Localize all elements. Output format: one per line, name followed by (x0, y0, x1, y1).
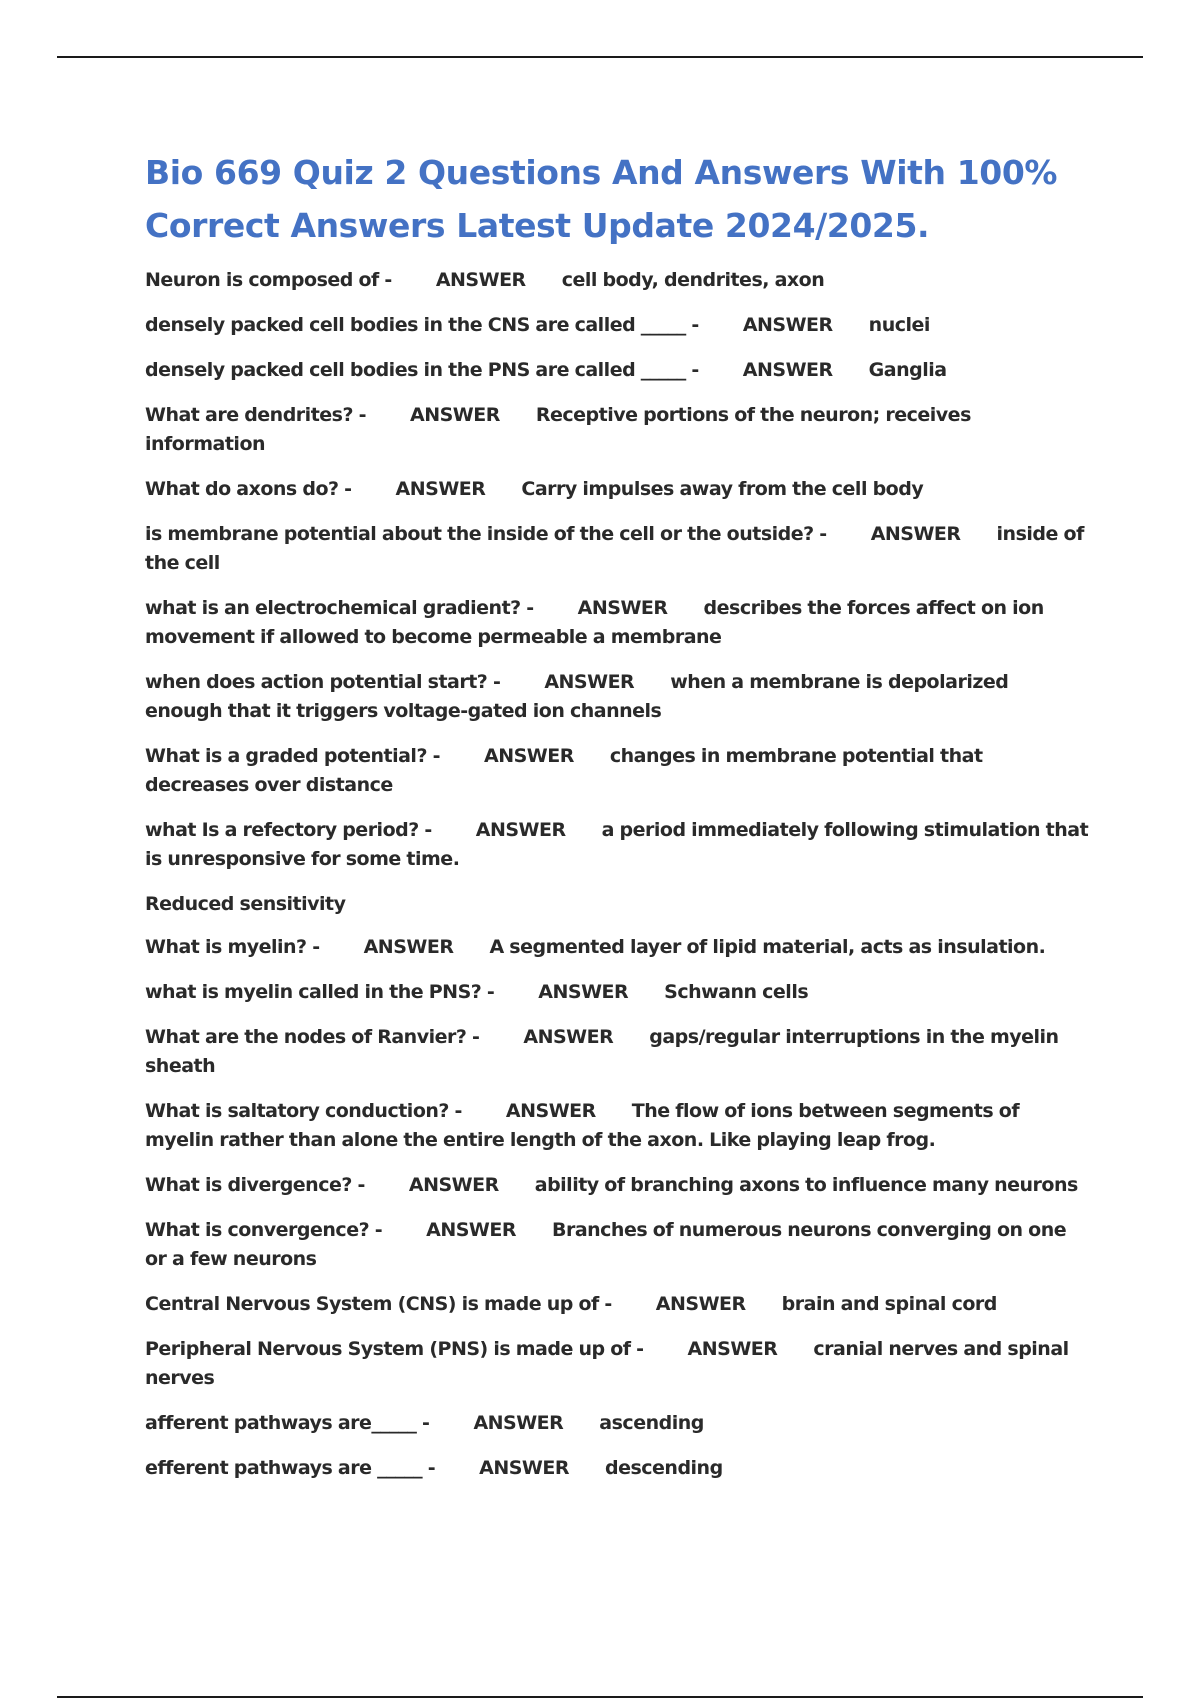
answer-label: ANSWER (577, 597, 668, 619)
answer-text: The flow of ions between segments of myelin rather than alone the entire length of the axon. Like playing leap frog. (145, 1100, 1020, 1151)
question-text: Central Nervous System (CNS) is made up of - (145, 1293, 612, 1315)
answer-text: Branches of numerous neurons converging on one or a few neurons (145, 1219, 1067, 1270)
answer-label: ANSWER (687, 1338, 778, 1360)
answer-text: Receptive portions of the neuron; receives information (145, 404, 971, 455)
question-text: What is divergence? - (145, 1174, 365, 1196)
question-text: What is saltatory conduction? - (145, 1100, 462, 1122)
answer-label: ANSWER (408, 1174, 499, 1196)
question-text: What is convergence? - (145, 1219, 383, 1241)
qa-item (145, 978, 1090, 1007)
qa-item (145, 1335, 1090, 1393)
answer-text: ability of branching axons to influence many neurons (534, 1174, 1078, 1196)
answer-label: ANSWER (655, 1293, 746, 1315)
answer-label: ANSWER (435, 269, 526, 291)
qa-item (145, 933, 1090, 962)
qa-item (145, 668, 1090, 726)
answer-label: ANSWER (544, 671, 635, 693)
question-text: what Is a refectory period? - (145, 819, 432, 841)
question-text: densely packed cell bodies in the CNS are called _____ - (145, 314, 699, 336)
answer-text: gaps/regular interruptions in the myelin sheath (145, 1026, 1059, 1077)
question-text: what is myelin called in the PNS? - (145, 981, 495, 1003)
answer-label: ANSWER (505, 1100, 596, 1122)
question-text: is membrane potential about the inside of the cell or the outside? - (145, 523, 827, 545)
qa-item (145, 311, 1090, 340)
answer-label: ANSWER (363, 936, 454, 958)
question-text: What is a graded potential? - (145, 745, 440, 767)
question-text: densely packed cell bodies in the PNS are called _____ - (145, 359, 699, 381)
question-text: Neuron is composed of - (145, 269, 392, 291)
qa-item (145, 1216, 1090, 1274)
answer-text: when a membrane is depolarized enough that it triggers voltage-gated ion channels (145, 671, 1009, 722)
question-text: afferent pathways are_____ - (145, 1412, 430, 1434)
qa-item (145, 1171, 1090, 1200)
answer-label: ANSWER (475, 819, 566, 841)
answer-text: descending (604, 1457, 723, 1479)
answer-label: ANSWER (483, 745, 574, 767)
answer-text: inside of the cell (145, 523, 1084, 574)
question-text: what is an electrochemical gradient? - (145, 597, 534, 619)
document-body (145, 146, 1090, 1499)
answer-text: cranial nerves and spinal nerves (145, 1338, 1069, 1389)
answer-text: Carry impulses away from the cell body (521, 478, 924, 500)
qa-item (145, 1409, 1090, 1438)
answer-text: Ganglia (868, 359, 947, 381)
question-text: efferent pathways are _____ - (145, 1457, 436, 1479)
question-text: What are the nodes of Ranvier? - (145, 1026, 480, 1048)
answer-label: ANSWER (473, 1412, 564, 1434)
answer-label: ANSWER (410, 404, 500, 426)
standalone-line: Reduced sensitivity (145, 893, 346, 915)
document-title: Bio 669 Quiz 2 Questions And Answers With 100% Correct Answers Latest Update 2024/2025. (145, 153, 1058, 245)
answer-text: a period immediately following stimulation that is unresponsive for some time. (145, 819, 1089, 870)
qa-item (145, 594, 1090, 652)
qa-item (145, 520, 1090, 578)
footer-rule (57, 1696, 1143, 1698)
answer-text: brain and spinal cord (781, 1293, 997, 1315)
answer-label: ANSWER (426, 1219, 516, 1241)
qa-list (145, 266, 1090, 1483)
answer-label: ANSWER (742, 314, 833, 336)
qa-item (145, 816, 1090, 874)
answer-label: ANSWER (870, 523, 961, 545)
question-text: What is myelin? - (145, 936, 320, 958)
answer-text: A segmented layer of lipid material, acts as insulation. (489, 936, 1046, 958)
qa-item (145, 1023, 1090, 1081)
answer-text: Schwann cells (664, 981, 809, 1003)
header-rule (57, 56, 1143, 58)
qa-item (145, 401, 1090, 459)
qa-item (145, 1454, 1090, 1483)
question-text: What do axons do? - (145, 478, 352, 500)
qa-item (145, 742, 1090, 800)
answer-text: nuclei (868, 314, 930, 336)
qa-item (145, 356, 1090, 385)
answer-label: ANSWER (395, 478, 486, 500)
answer-label: ANSWER (742, 359, 833, 381)
qa-item (145, 266, 1090, 295)
qa-item (145, 1290, 1090, 1319)
question-text: when does action potential start? - (145, 671, 501, 693)
question-text: What are dendrites? - (145, 404, 366, 426)
answer-text: ascending (599, 1412, 704, 1434)
answer-label: ANSWER (523, 1026, 614, 1048)
qa-item (145, 475, 1090, 504)
answer-text: cell body, dendrites, axon (561, 269, 825, 291)
qa-item (145, 1097, 1090, 1155)
answer-label: ANSWER (479, 1457, 569, 1479)
question-text: Peripheral Nervous System (PNS) is made up of - (145, 1338, 644, 1360)
answer-label: ANSWER (538, 981, 629, 1003)
answer-text: changes in membrane potential that decreases over distance (145, 745, 983, 796)
answer-text: describes the forces affect on ion movement if allowed to become permeable a membrane (145, 597, 1044, 648)
